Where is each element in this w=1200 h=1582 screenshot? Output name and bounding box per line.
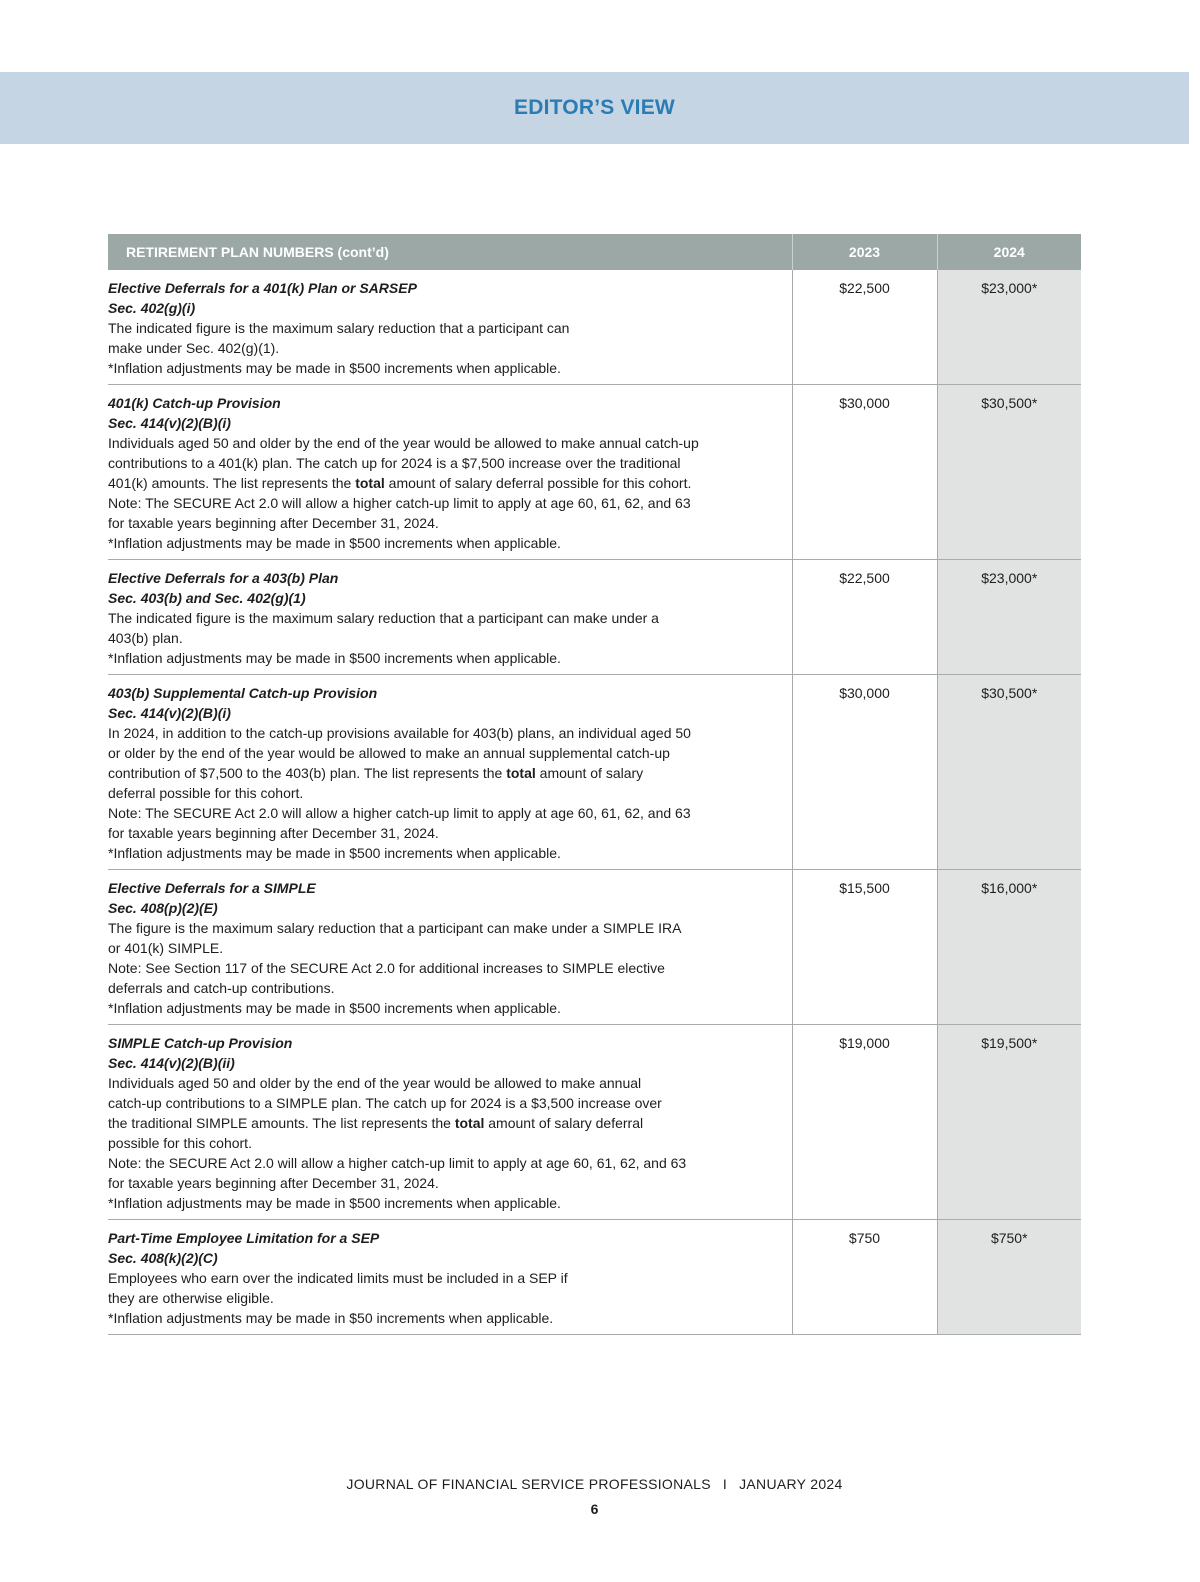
row-text-line: *Inflation adjustments may be made in $500 increments when applicable. [108, 1195, 561, 1211]
retirement-plan-numbers-table [108, 234, 1081, 1335]
row-text-line: *Inflation adjustments may be made in $500 increments when applicable. [108, 845, 561, 861]
row-description [108, 270, 792, 385]
value-2023: $750 [792, 1220, 937, 1335]
row-section: Sec. 414(v)(2)(B)(i) [108, 705, 231, 721]
table-row [108, 560, 1081, 675]
footer-date: JANUARY 2024 [739, 1476, 843, 1492]
editors-view-banner [0, 72, 1189, 144]
row-text-line: deferral possible for this cohort. [108, 785, 304, 801]
row-text-line: Individuals aged 50 and older by the end of the year would be allowed to make annual catch-up [108, 435, 699, 451]
row-description [108, 1220, 792, 1335]
row-text-line: catch-up contributions to a SIMPLE plan. The catch up for 2024 is a $3,500 increase over [108, 1095, 662, 1111]
row-section: Sec. 402(g)(i) [108, 300, 196, 316]
row-title: Elective Deferrals for a 401(k) Plan or SARSEP [108, 280, 417, 296]
row-description [108, 385, 792, 560]
row-text-line: or 401(k) SIMPLE. [108, 940, 224, 956]
emphasis-text: total [355, 475, 385, 491]
row-text-line: for taxable years beginning after December 31, 2024. [108, 825, 439, 841]
row-text-line: deferrals and catch-up contributions. [108, 980, 335, 996]
value-2023: $19,000 [792, 1025, 937, 1220]
row-text-line: Individuals aged 50 and older by the end of the year would be allowed to make annual [108, 1075, 642, 1091]
banner-title: EDITOR’S VIEW [514, 96, 675, 119]
emphasis-text: total [506, 765, 536, 781]
table-row [108, 1025, 1081, 1220]
table-row [108, 1220, 1081, 1335]
row-text-line: make under Sec. 402(g)(1). [108, 340, 280, 356]
row-text-line: 403(b) plan. [108, 630, 183, 646]
row-text-line: *Inflation adjustments may be made in $500 increments when applicable. [108, 360, 561, 376]
table-row [108, 870, 1081, 1025]
value-2023: $15,500 [792, 870, 937, 1025]
row-description [108, 675, 792, 870]
row-text-line: *Inflation adjustments may be made in $500 increments when applicable. [108, 650, 561, 666]
row-title: Elective Deferrals for a SIMPLE [108, 880, 316, 896]
row-text-line: or older by the end of the year would be allowed to make an annual supplemental catch-up [108, 745, 670, 761]
row-text-line: The indicated figure is the maximum salary reduction that a participant can [108, 320, 570, 336]
row-text-line: Note: The SECURE Act 2.0 will allow a higher catch-up limit to apply at age 60, 61, 62, and 63 [108, 805, 691, 821]
value-2023: $30,000 [792, 385, 937, 560]
row-title: Part-Time Employee Limitation for a SEP [108, 1230, 380, 1246]
row-title: SIMPLE Catch-up Provision [108, 1035, 293, 1051]
row-section: Sec. 403(b) and Sec. 402(g)(1) [108, 590, 306, 606]
table-row [108, 385, 1081, 560]
row-text-line: *Inflation adjustments may be made in $50 increments when applicable. [108, 1310, 554, 1326]
value-2024: $30,500* [937, 675, 1081, 870]
value-2023: $22,500 [792, 270, 937, 385]
row-title: 403(b) Supplemental Catch-up Provision [108, 685, 378, 701]
row-text-line: *Inflation adjustments may be made in $500 increments when applicable. [108, 535, 561, 551]
row-text-line: contributions to a 401(k) plan. The catch up for 2024 is a $7,500 increase over the traditional [108, 455, 681, 471]
row-text-line: The figure is the maximum salary reduction that a participant can make under a SIMPLE IRA [108, 920, 682, 936]
row-title: Elective Deferrals for a 403(b) Plan [108, 570, 339, 586]
header-label: RETIREMENT PLAN NUMBERS (cont’d) [108, 234, 792, 270]
value-2024: $19,500* [937, 1025, 1081, 1220]
row-text-line: 401(k) amounts. The list represents the total amount of salary deferral possible for this cohort. [108, 475, 692, 491]
header-2023: 2023 [792, 234, 937, 270]
value-2023: $30,000 [792, 675, 937, 870]
row-text-line: In 2024, in addition to the catch-up provisions available for 403(b) plans, an individual aged 50 [108, 725, 691, 741]
row-text-line: the traditional SIMPLE amounts. The list represents the total amount of salary deferral [108, 1115, 644, 1131]
value-2023: $22,500 [792, 560, 937, 675]
row-text-line: The indicated figure is the maximum salary reduction that a participant can make under a [108, 610, 659, 626]
row-text-line: contribution of $7,500 to the 403(b) plan. The list represents the total amount of salary [108, 765, 644, 781]
table-row [108, 675, 1081, 870]
footer-journal: JOURNAL OF FINANCIAL SERVICE PROFESSIONALS [346, 1476, 711, 1492]
header-2024: 2024 [937, 234, 1081, 270]
row-text-line: possible for this cohort. [108, 1135, 252, 1151]
footer-separator: I [722, 1476, 728, 1492]
row-text-line: for taxable years beginning after December 31, 2024. [108, 1175, 439, 1191]
value-2024: $16,000* [937, 870, 1081, 1025]
emphasis-text: total [454, 1115, 485, 1131]
value-2024: $750* [937, 1220, 1081, 1335]
value-2024: $23,000* [937, 270, 1081, 385]
row-text-line: they are otherwise eligible. [108, 1290, 274, 1306]
row-text-line: Employees who earn over the indicated limits must be included in a SEP if [108, 1270, 568, 1286]
footer-journal-line [0, 1476, 1189, 1492]
row-text-line: *Inflation adjustments may be made in $500 increments when applicable. [108, 1000, 561, 1016]
row-text-line: Note: the SECURE Act 2.0 will allow a higher catch-up limit to apply at age 60, 61, 62, and 63 [108, 1155, 687, 1171]
row-section: Sec. 408(p)(2)(E) [108, 900, 218, 916]
value-2024: $30,500* [937, 385, 1081, 560]
row-section: Sec. 414(v)(2)(B)(i) [108, 415, 231, 431]
row-description [108, 560, 792, 675]
row-section: Sec. 408(k)(2)(C) [108, 1250, 218, 1266]
row-section: Sec. 414(v)(2)(B)(ii) [108, 1055, 235, 1071]
page-number: 6 [590, 1501, 599, 1517]
row-description [108, 870, 792, 1025]
row-title: 401(k) Catch-up Provision [108, 395, 281, 411]
row-text-line: Note: The SECURE Act 2.0 will allow a higher catch-up limit to apply at age 60, 61, 62, and 63 [108, 495, 691, 511]
row-description [108, 1025, 792, 1220]
table-row [108, 270, 1081, 385]
table-header-row [108, 234, 1081, 270]
row-text-line: for taxable years beginning after December 31, 2024. [108, 515, 439, 531]
value-2024: $23,000* [937, 560, 1081, 675]
row-text-line: Note: See Section 117 of the SECURE Act 2.0 for additional increases to SIMPLE elective [108, 960, 665, 976]
